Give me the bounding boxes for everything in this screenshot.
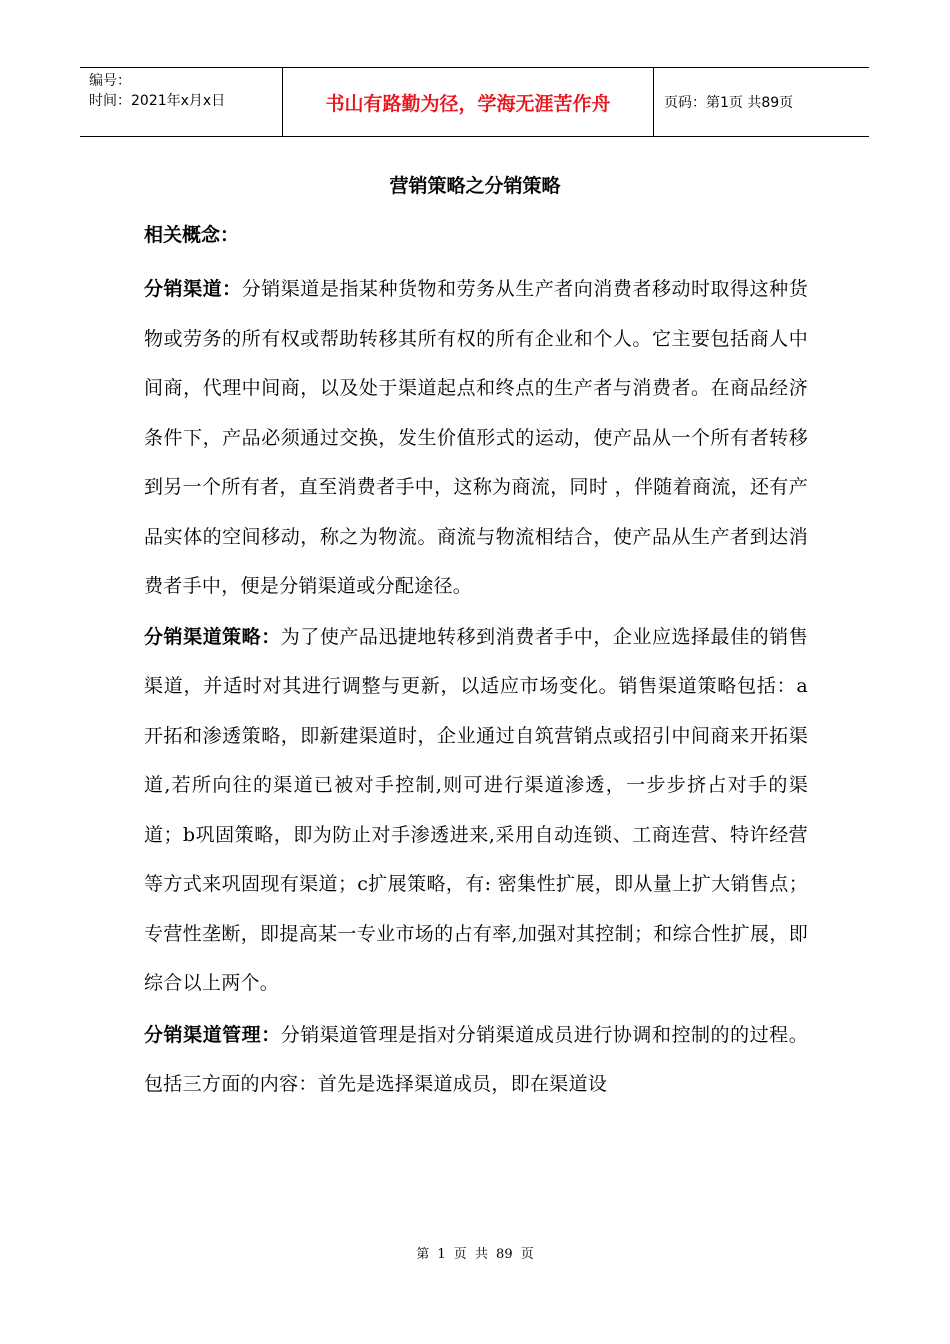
paragraph-channel-management: [144, 1011, 808, 1110]
paragraph-distribution-channel: [144, 265, 808, 612]
page-info: 页码：第1页 共89页: [664, 95, 794, 111]
paragraph-channel-strategy: [144, 613, 808, 1009]
paragraph-text: 分销渠道是指某种货物和劳务从生产者向消费者移动时取得这种货物或劳务的所有权或帮助转移其所有权的所有企业和个人。它主要包括商人中间商，代理中间商，以及处于渠道起点和终点的生产者与消费者。在商品经济条件下，产品必须通过交换，发生价值形式的运动，使产品从一个所有者转移到另一个所有者，直至消费者手中，这称为商流，同时 ，伴随着商流，还有产品实体的空间移动，称之为物流。商流与物流相结合，使产品从生产者到达消费者手中，便是分销渠道或分配途径。: [144, 278, 808, 597]
date-label: 时间：2021年x月x日: [89, 93, 226, 109]
document-header: [80, 67, 869, 137]
term-channel-strategy: 分销渠道策略：: [144, 625, 281, 648]
paragraph-text: 分销渠道管理是指对分销渠道成员进行协调和控制的的过程。包括三方面的内容：首先是选择渠道成员，即在渠道设: [144, 1023, 808, 1095]
term-distribution-channel: 分销渠道：: [144, 278, 242, 300]
paragraph-text: 为了使产品迅捷地转移到消费者手中，企业应选择最佳的销售渠道，并适时对其进行调整与更新，以适应市场变化。销售渠道策略包括：a开拓和渗透策略，即新建渠道时，企业通过自筑营销点或招引中间商来开拓渠道,若所向往的渠道已被对手控制,则可进行渠道渗透，一步步挤占对手的渠道；b巩固策略，即为防止对手渗透进来,采用自动连锁、工商连营、特许经营等方式来巩固现有渠道；c扩展策略，有: 密集性扩展，即从量上扩大销售点；专营性垄断，即提高某一专业市场的占有率,加强对其控制；和综合性扩展，即综合以上两个。: [144, 625, 808, 994]
document-body: [144, 215, 808, 1110]
document-title: 营销策略之分销策略: [389, 175, 561, 197]
term-channel-management: 分销渠道管理：: [144, 1023, 281, 1046]
header-page-cell: [654, 68, 869, 136]
header-meta-cell: [80, 68, 282, 136]
motto-text: 书山有路勤为径，学海无涯苦作舟: [325, 92, 611, 115]
header-motto-cell: [282, 68, 654, 136]
serial-number-label: 编号：: [89, 73, 131, 89]
concepts-heading: 相关概念：: [144, 224, 240, 246]
page-footer: 第 1 页 共 89 页: [416, 1247, 534, 1262]
